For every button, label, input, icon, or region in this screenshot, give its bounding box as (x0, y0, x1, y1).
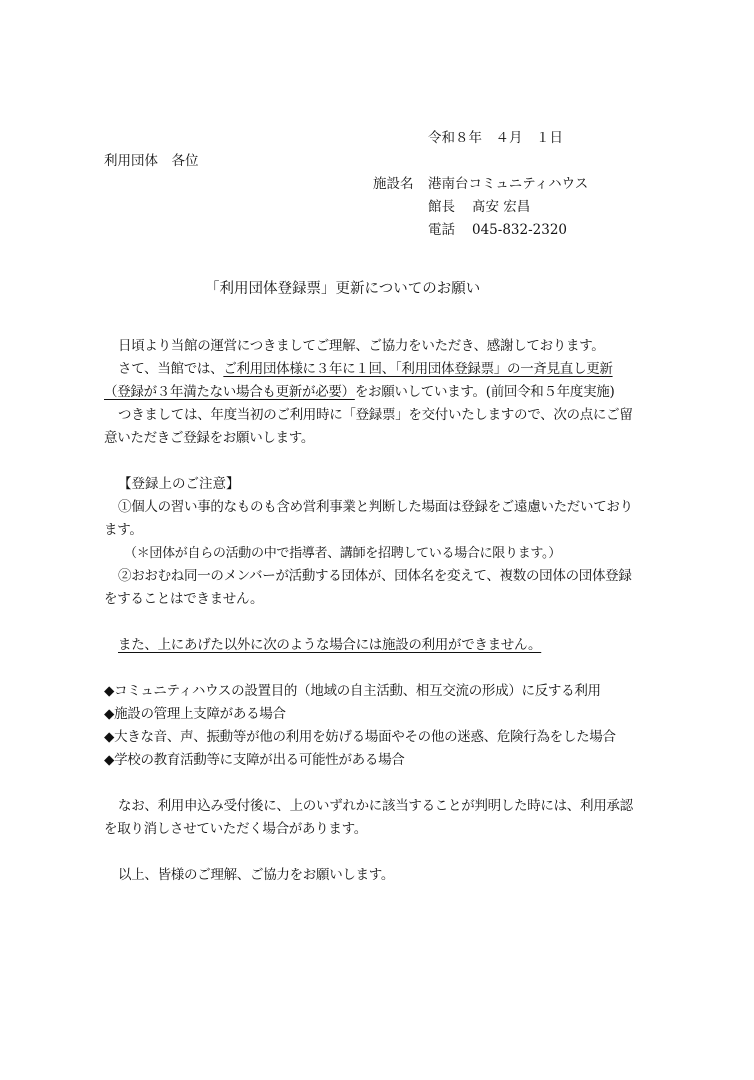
restriction-intro-text: また、上にあげた以外に次のような場合には施設の利用ができません。 (118, 637, 542, 653)
intro-line-4: つきましては、年度当初のご利用時に「登録票」を交付いたしますので、次の点にご留 (118, 407, 633, 423)
cancel-line-2: を取り消しさせていただく場合があります。 (104, 821, 367, 837)
note-item-2-line-2: をすることはできません。 (104, 591, 264, 607)
phone-number: 045-832-2320 (472, 222, 568, 238)
director-label: 館長 (428, 199, 455, 215)
bullet-item-1: ◆コミュニティハウスの設置目的（地域の自主活動、相互交流の形成）に反する利用 (104, 683, 601, 699)
intro-line-3-underlined: （登録が３年満たない場合も更新が必要） (104, 384, 355, 400)
intro-line-3 (104, 386, 614, 400)
intro-line-2 (118, 363, 613, 377)
intro-line-2-plain: さて、当館では、 (118, 361, 224, 377)
closing-line: 以上、皆様のご理解、ご協力をお願いします。 (118, 867, 395, 883)
facility-label: 施設名 (373, 176, 414, 192)
bullet-item-2: ◆施設の管理上支障がある場合 (104, 706, 286, 722)
intro-line-1: 日頃より当館の運営につきましてご理解、ご協力をいただき、感謝しております。 (118, 338, 605, 354)
note-item-1-remark: （＊団体が自らの活動の中で指導者、講師を招聘している場合に限ります。） (124, 546, 561, 561)
note-item-1-line-2: ます。 (104, 522, 143, 538)
page-title: 「利用団体登録票」更新についてのお願い (205, 281, 481, 297)
facility-name: 港南台コミュニティハウス (428, 176, 589, 192)
phone-label: 電話 (428, 222, 455, 238)
note-item-1-line-1: ①個人の習い事的なものも含め営利事業と判断した場面は登録をご遠慮いただいており (118, 499, 633, 515)
intro-line-3-plain: をお願いしています。(前回令和５年度実施) (354, 384, 615, 400)
director-name: 髙安 宏昌 (472, 199, 531, 215)
date: 令和８年 ４月 １日 (428, 130, 563, 146)
addressee: 利用団体 各位 (104, 153, 199, 169)
bullet-item-4: ◆学校の教育活動等に支障が出る可能性がある場合 (104, 752, 405, 768)
notes-heading: 【登録上のご注意】 (118, 476, 240, 492)
cancel-line-1: なお、利用申込み受付後に、上のいずれかに該当することが判明した時には、利用承認 (118, 798, 633, 814)
bullet-item-3: ◆大きな音、声、振動等が他の利用を妨げる場面やその他の迷惑、危険行為をした場合 (104, 729, 616, 745)
restriction-intro (104, 639, 541, 653)
note-item-2-line-1: ②おおむね同一のメンバーが活動する団体が、団体名を変えて、複数の団体の団体登録 (118, 568, 632, 584)
intro-line-2-underlined: ご利用団体様に３年に１回、「利用団体登録票」の一斉見直し更新 (223, 361, 613, 377)
intro-line-5: 意いただきご登録をお願いします。 (104, 430, 315, 446)
